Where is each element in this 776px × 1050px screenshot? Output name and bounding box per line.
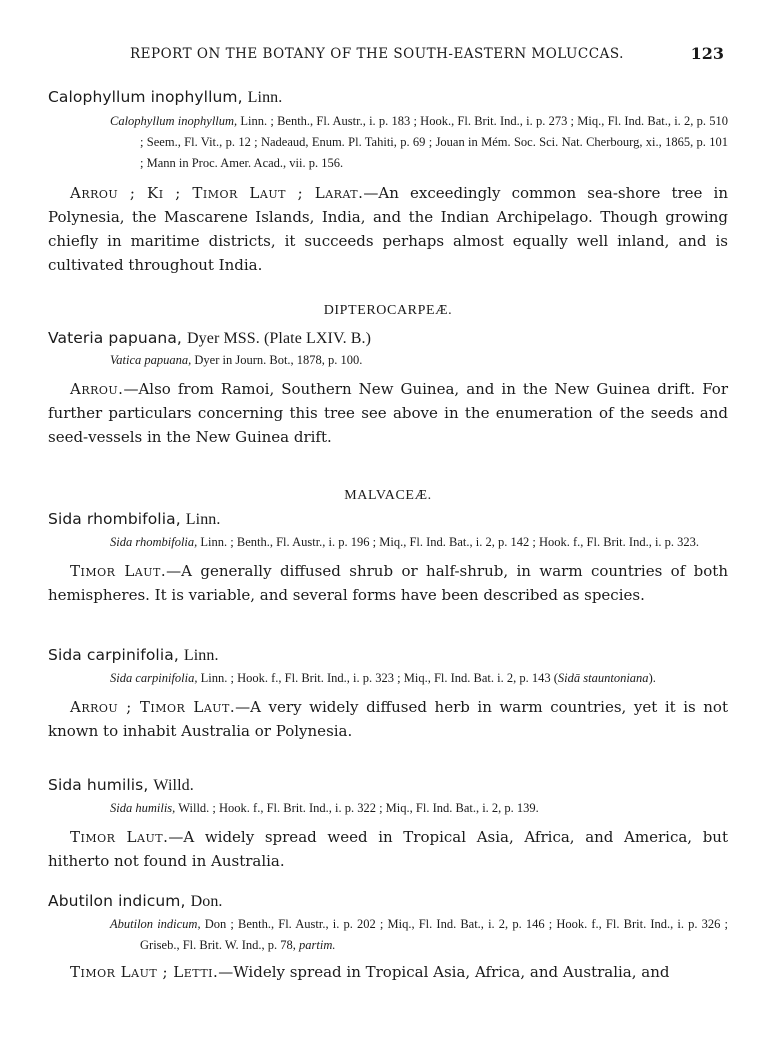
citation-taxon: Sida carpinifolia, bbox=[110, 671, 198, 685]
running-header bbox=[0, 44, 776, 66]
species-name: Sida rhombifolia, bbox=[48, 510, 181, 528]
page-number: 123 bbox=[690, 44, 724, 63]
description-text: —A widely spread weed in Tropical Asia, Africa, and America, but hitherto not found in Australia. bbox=[48, 828, 728, 870]
locality-list: Timor Laut ; Letti. bbox=[70, 963, 219, 981]
species-description bbox=[48, 695, 728, 743]
species-authority: Dyer MSS. (Plate LXIV. B.) bbox=[187, 330, 372, 347]
species-name: Abutilon indicum, bbox=[48, 892, 186, 910]
species-description bbox=[48, 559, 728, 607]
species-citation bbox=[110, 532, 728, 553]
species-heading bbox=[48, 776, 728, 795]
species-entry bbox=[48, 329, 728, 449]
citation-text: Don ; Benth., Fl. Austr., i. p. 202 ; Miq., Fl. Ind. Bat., i. 2, p. 146 ; Hook. f., Fl. Brit. Ind., i. p. 326 ; Griseb., Fl. Brit. W. Ind., p. 78, bbox=[140, 917, 728, 952]
species-entry bbox=[48, 510, 728, 607]
running-title: REPORT ON THE BOTANY OF THE SOUTH-EASTERN MOLUCCAS. bbox=[130, 46, 624, 62]
description-text: —An exceedingly common sea-shore tree in Polynesia, the Mascarene Islands, India, and the Indian Archipelago. Though growing chiefly in maritime districts, it succeeds perhaps almost equally well inland, and is cultivated throughout India. bbox=[48, 184, 728, 274]
species-description bbox=[48, 377, 728, 449]
species-entry bbox=[48, 646, 728, 743]
species-authority: Linn. bbox=[185, 511, 221, 528]
species-citation bbox=[110, 914, 728, 956]
species-heading bbox=[48, 88, 728, 107]
species-name: Vateria papuana, bbox=[48, 329, 182, 347]
citation-text: Linn. ; Benth., Fl. Austr., i. p. 196 ; Miq., Fl. Ind. Bat., i. 2, p. 142 ; Hook. f., Fl. Brit. Ind., i. p. 323. bbox=[197, 535, 700, 549]
citation-text: Linn. ; Hook. f., Fl. Brit. Ind., i. p. 323 ; Miq., Fl. Ind. Bat. i. 2, p. 143 ( bbox=[197, 671, 558, 685]
species-heading bbox=[48, 510, 728, 529]
citation-qualifier: partim. bbox=[299, 938, 336, 952]
description-text: —Widely spread in Tropical Asia, Africa, and Australia, and bbox=[218, 963, 670, 981]
species-citation bbox=[110, 798, 728, 819]
citation-text: Linn. ; Benth., Fl. Austr., i. p. 183 ; Hook., Fl. Brit. Ind., i. p. 273 ; Miq., Fl. Ind. Bat., i. 2, p. 510 ; Seem., Fl. Vit., p. 12 ; Nadeaud, Enum. Pl. Tahiti, p. 69 ; Jouan in Mém. Soc. Sci. Nat. Cherbourg, xi., 1865, p. 101 ; Mann in Proc. Amer. Acad., vii. p. 156. bbox=[140, 114, 728, 170]
family-heading: DIPTEROCARPEÆ. bbox=[323, 303, 453, 318]
species-heading bbox=[48, 892, 728, 911]
species-description bbox=[48, 825, 728, 873]
species-name: Sida carpinifolia, bbox=[48, 646, 179, 664]
description-text: —A very widely diffused herb in warm countries, yet it is not known to inhabit Australia or Polynesia. bbox=[48, 698, 728, 740]
species-heading bbox=[48, 329, 728, 348]
citation-synonym: Sidā stauntoniana bbox=[557, 671, 649, 685]
species-entry bbox=[48, 892, 728, 984]
species-name: Sida humilis, bbox=[48, 776, 149, 794]
species-citation bbox=[110, 350, 728, 371]
citation-taxon: Calophyllum inophyllum, bbox=[110, 114, 238, 128]
citation-taxon: Vatica papuana, bbox=[110, 353, 192, 367]
family-heading: MALVACEÆ. bbox=[344, 488, 432, 503]
species-authority: Linn. bbox=[183, 647, 219, 664]
citation-text: Willd. ; Hook. f., Fl. Brit. Ind., i. p. 322 ; Miq., Fl. Ind. Bat., i. 2, p. 139. bbox=[175, 801, 539, 815]
species-entry bbox=[48, 88, 728, 277]
species-entry bbox=[48, 776, 728, 873]
citation-tail: ). bbox=[648, 671, 656, 685]
species-citation bbox=[110, 668, 728, 689]
locality-list: Arrou ; Timor Laut. bbox=[70, 698, 236, 716]
description-text: —A generally diffused shrub or half-shrub, in warm countries of both hemispheres. It is variable, and several forms have been described as species. bbox=[48, 562, 728, 604]
species-citation bbox=[110, 111, 728, 174]
species-authority: Willd. bbox=[153, 777, 194, 794]
citation-taxon: Sida rhombifolia, bbox=[110, 535, 198, 549]
species-name: Calophyllum inophyllum, bbox=[48, 88, 243, 106]
species-heading bbox=[48, 646, 728, 665]
locality-list: Timor Laut. bbox=[70, 562, 167, 580]
species-description bbox=[48, 960, 728, 984]
species-description bbox=[48, 181, 728, 277]
species-authority: Linn. bbox=[247, 89, 283, 106]
locality-list: Arrou ; Ki ; Timor Laut ; Larat. bbox=[70, 184, 364, 202]
citation-taxon: Abutilon indicum, bbox=[110, 917, 201, 931]
locality-list: Arrou. bbox=[70, 380, 124, 398]
citation-taxon: Sida humilis, bbox=[110, 801, 176, 815]
species-authority: Don. bbox=[190, 893, 223, 910]
description-text: —Also from Ramoi, Southern New Guinea, and in the New Guinea drift. For further particulars concerning this tree see above in the enumeration of the seeds and seed-vessels in the New Guinea drift. bbox=[48, 380, 728, 446]
citation-text: Dyer in Journ. Bot., 1878, p. 100. bbox=[191, 353, 363, 367]
locality-list: Timor Laut. bbox=[70, 828, 169, 846]
